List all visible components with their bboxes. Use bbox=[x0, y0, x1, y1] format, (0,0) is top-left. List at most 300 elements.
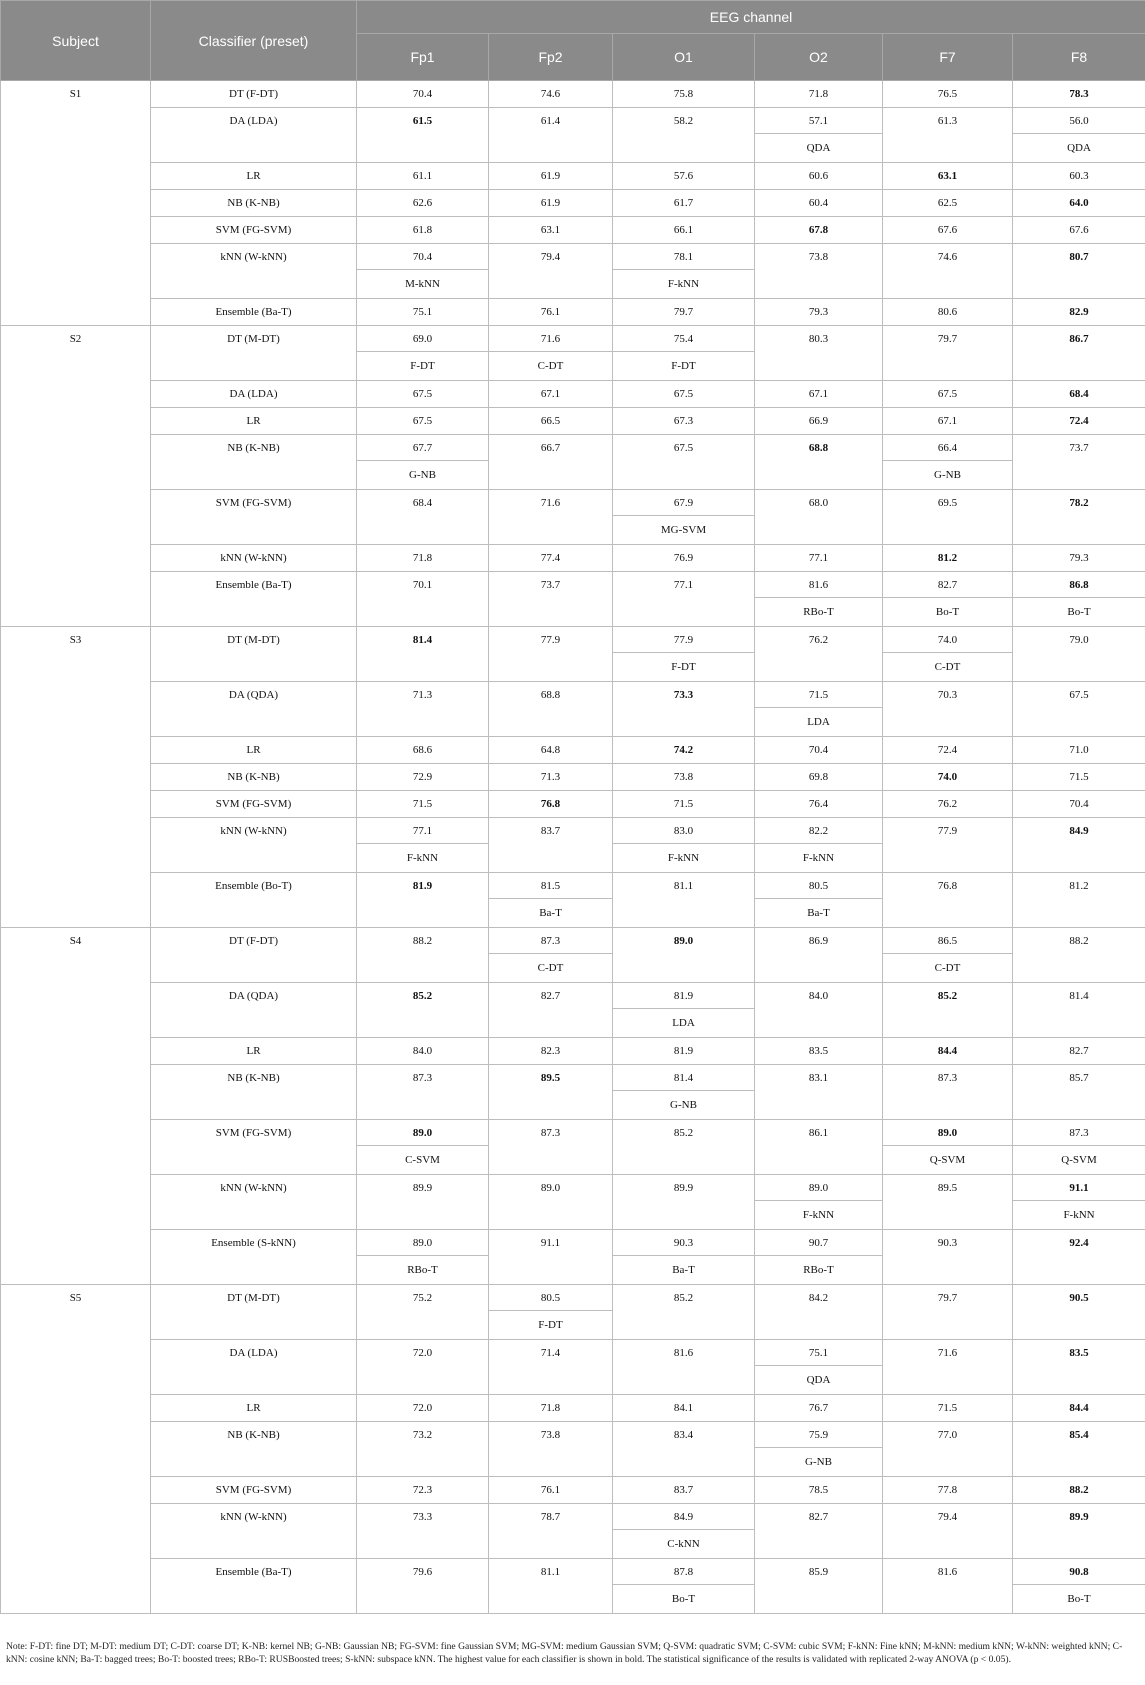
value-cell bbox=[755, 190, 883, 217]
value-cell bbox=[357, 928, 489, 983]
table-row bbox=[1, 1038, 1145, 1065]
value-cell bbox=[883, 190, 1013, 217]
value-cell bbox=[489, 244, 613, 299]
accuracy-value: 67.6 bbox=[1069, 224, 1089, 236]
accuracy-value: 71.3 bbox=[540, 771, 561, 783]
value-cell bbox=[613, 108, 755, 163]
best-preset-label: C-SVM bbox=[357, 1145, 488, 1174]
accuracy-value: 66.9 bbox=[808, 415, 829, 427]
value-cell bbox=[755, 791, 883, 818]
value-cell bbox=[755, 545, 883, 572]
best-preset-label: C-DT bbox=[883, 652, 1012, 681]
classifier-cell: DA (LDA) bbox=[151, 381, 357, 408]
classifier-cell: NB (K-NB) bbox=[151, 435, 357, 490]
value-cell bbox=[883, 682, 1013, 737]
value-cell bbox=[755, 435, 883, 490]
value-cell bbox=[1013, 1559, 1145, 1614]
value-cell bbox=[357, 545, 489, 572]
accuracy-value: 68.4 bbox=[412, 497, 433, 509]
classifier-cell: SVM (FG-SVM) bbox=[151, 217, 357, 244]
best-preset-label: QDA bbox=[755, 1365, 882, 1394]
accuracy-value: 85.4 bbox=[1069, 1429, 1089, 1441]
table-row bbox=[1, 217, 1145, 244]
value-cell bbox=[883, 244, 1013, 299]
accuracy-value: 70.4 bbox=[808, 744, 829, 756]
best-preset-label: Ba-T bbox=[755, 898, 882, 927]
value-cell bbox=[1013, 737, 1145, 764]
value-cell bbox=[1013, 791, 1145, 818]
accuracy-value: 81.4 bbox=[412, 634, 433, 646]
accuracy-value: 81.6 bbox=[673, 1347, 694, 1359]
accuracy-value: 83.7 bbox=[540, 825, 561, 837]
accuracy-value: 67.5 bbox=[1069, 689, 1089, 701]
value-cell bbox=[1013, 1175, 1145, 1230]
table-row bbox=[1, 1477, 1145, 1504]
value-cell bbox=[489, 1422, 613, 1477]
accuracy-value: 82.7 bbox=[540, 990, 561, 1002]
value-cell bbox=[883, 818, 1013, 873]
accuracy-value: 81.1 bbox=[673, 880, 694, 892]
value-cell bbox=[883, 326, 1013, 381]
value-cell bbox=[755, 1477, 883, 1504]
value-cell bbox=[755, 1038, 883, 1065]
value-cell bbox=[489, 1120, 613, 1175]
best-preset-label: Q-SVM bbox=[1013, 1145, 1145, 1174]
accuracy-value: 76.8 bbox=[540, 798, 561, 810]
classifier-cell: SVM (FG-SVM) bbox=[151, 1477, 357, 1504]
accuracy-value: 61.5 bbox=[412, 115, 433, 127]
accuracy-value: 71.6 bbox=[540, 333, 561, 345]
accuracy-value: 89.0 bbox=[412, 1127, 433, 1139]
value-cell bbox=[1013, 435, 1145, 490]
accuracy-value: 56.0 bbox=[1069, 115, 1089, 127]
value-cell bbox=[357, 217, 489, 244]
accuracy-value: 88.2 bbox=[1069, 935, 1089, 947]
best-preset-label: Ba-T bbox=[489, 898, 612, 927]
best-preset-label: C-DT bbox=[489, 953, 612, 982]
value-cell bbox=[489, 1395, 613, 1422]
value-cell bbox=[755, 299, 883, 326]
value-cell bbox=[755, 983, 883, 1038]
classifier-cell: LR bbox=[151, 408, 357, 435]
value-cell bbox=[357, 1120, 489, 1175]
header-channel: O1 bbox=[613, 34, 755, 81]
value-cell bbox=[755, 764, 883, 791]
value-cell bbox=[489, 163, 613, 190]
value-cell bbox=[883, 490, 1013, 545]
value-cell bbox=[357, 1038, 489, 1065]
value-cell bbox=[613, 737, 755, 764]
value-cell bbox=[755, 244, 883, 299]
classifier-cell: LR bbox=[151, 737, 357, 764]
best-preset-label: G-NB bbox=[613, 1090, 754, 1119]
accuracy-value: 89.0 bbox=[412, 1237, 433, 1249]
table-note: Note: F-DT: fine DT; M-DT: medium DT; C-DT: coarse DT; K-NB: kernel NB; G-NB: Gaussian NB; FG-SVM: fine Gaussian SVM; MG-SVM: medium Gaussian SVM; Q-SVM: quadratic SVM; C-SVM: cubic SVM; F-kNN: Fine kNN; M-kNN: medium kNN; W-kNN: weighted kNN; C-kNN: cosine kNN; Ba-T: bagged trees; Bo-T: boosted trees; RBo-T: RUSBoosted trees; S-kNN: subspace kNN. The highest value for each classifier is shown in bold. The statistical significance of the results is validated with replicated 2-way ANOVA (p < 0.05). bbox=[6, 1641, 1123, 1665]
accuracy-value: 61.8 bbox=[412, 224, 433, 236]
accuracy-value: 77.0 bbox=[937, 1429, 958, 1441]
header-channel: Fp1 bbox=[357, 34, 489, 81]
table-row bbox=[1, 299, 1145, 326]
header-eeg-channel: EEG channel bbox=[357, 1, 1145, 34]
accuracy-value: 76.2 bbox=[937, 798, 958, 810]
table-row bbox=[1, 326, 1145, 381]
value-cell bbox=[357, 163, 489, 190]
value-cell bbox=[489, 1175, 613, 1230]
accuracy-value: 82.3 bbox=[540, 1045, 561, 1057]
accuracy-value: 77.8 bbox=[937, 1484, 958, 1496]
value-cell bbox=[613, 163, 755, 190]
table-row bbox=[1, 435, 1145, 490]
value-cell bbox=[755, 1230, 883, 1285]
value-cell bbox=[489, 873, 613, 928]
classifier-cell: NB (K-NB) bbox=[151, 764, 357, 791]
value-cell bbox=[1013, 408, 1145, 435]
accuracy-value: 76.1 bbox=[540, 1484, 561, 1496]
accuracy-value: 67.1 bbox=[540, 388, 561, 400]
accuracy-value: 86.7 bbox=[1069, 333, 1089, 345]
subject-cell: S2 bbox=[1, 326, 151, 627]
classifier-cell: DT (M-DT) bbox=[151, 326, 357, 381]
accuracy-value: 70.3 bbox=[937, 689, 958, 701]
classifier-cell: kNN (W-kNN) bbox=[151, 244, 357, 299]
value-cell bbox=[489, 1340, 613, 1395]
accuracy-value: 76.4 bbox=[808, 798, 829, 810]
value-cell bbox=[357, 1422, 489, 1477]
accuracy-value: 74.0 bbox=[937, 771, 958, 783]
accuracy-value: 64.8 bbox=[540, 744, 561, 756]
value-cell bbox=[357, 737, 489, 764]
value-cell bbox=[755, 682, 883, 737]
value-cell bbox=[357, 818, 489, 873]
accuracy-value: 66.4 bbox=[937, 442, 958, 454]
table-row bbox=[1, 545, 1145, 572]
accuracy-value: 73.8 bbox=[540, 1429, 561, 1441]
value-cell bbox=[613, 1422, 755, 1477]
classifier-cell: DA (LDA) bbox=[151, 108, 357, 163]
value-cell bbox=[613, 1038, 755, 1065]
value-cell bbox=[489, 190, 613, 217]
value-cell bbox=[613, 381, 755, 408]
table-row bbox=[1, 764, 1145, 791]
value-cell bbox=[755, 873, 883, 928]
classifier-cell: DA (LDA) bbox=[151, 1340, 357, 1395]
value-cell bbox=[613, 873, 755, 928]
accuracy-value: 79.7 bbox=[937, 333, 958, 345]
table-row bbox=[1, 1285, 1145, 1340]
accuracy-value: 83.5 bbox=[808, 1045, 829, 1057]
accuracy-value: 76.9 bbox=[673, 552, 694, 564]
accuracy-value: 80.5 bbox=[808, 880, 829, 892]
table-row bbox=[1, 1065, 1145, 1120]
accuracy-value: 73.3 bbox=[673, 689, 694, 701]
accuracy-value: 69.0 bbox=[412, 333, 433, 345]
accuracy-value: 72.0 bbox=[412, 1347, 433, 1359]
value-cell bbox=[613, 1477, 755, 1504]
value-cell bbox=[1013, 1285, 1145, 1340]
value-cell bbox=[357, 190, 489, 217]
accuracy-value: 57.1 bbox=[808, 115, 829, 127]
value-cell bbox=[883, 791, 1013, 818]
accuracy-value: 71.8 bbox=[412, 552, 433, 564]
value-cell bbox=[1013, 1230, 1145, 1285]
best-preset-label: M-kNN bbox=[357, 269, 488, 298]
accuracy-value: 89.0 bbox=[673, 935, 694, 947]
value-cell bbox=[613, 435, 755, 490]
value-cell bbox=[1013, 108, 1145, 163]
value-cell bbox=[1013, 1422, 1145, 1477]
value-cell bbox=[755, 627, 883, 682]
accuracy-value: 67.8 bbox=[808, 224, 829, 236]
value-cell bbox=[357, 81, 489, 108]
accuracy-value: 83.0 bbox=[673, 825, 694, 837]
accuracy-value: 81.4 bbox=[1069, 990, 1089, 1002]
classifier-cell: kNN (W-kNN) bbox=[151, 1504, 357, 1559]
value-cell bbox=[755, 1175, 883, 1230]
accuracy-value: 84.0 bbox=[808, 990, 829, 1002]
value-cell bbox=[1013, 1065, 1145, 1120]
accuracy-value: 71.3 bbox=[412, 689, 433, 701]
accuracy-value: 90.3 bbox=[937, 1237, 958, 1249]
accuracy-value: 74.6 bbox=[937, 251, 958, 263]
classifier-cell: Ensemble (Bo-T) bbox=[151, 873, 357, 928]
value-cell bbox=[489, 408, 613, 435]
accuracy-value: 63.1 bbox=[937, 170, 958, 182]
accuracy-value: 78.5 bbox=[808, 1484, 829, 1496]
value-cell bbox=[1013, 1340, 1145, 1395]
value-cell bbox=[883, 764, 1013, 791]
value-cell bbox=[613, 1395, 755, 1422]
classifier-cell: kNN (W-kNN) bbox=[151, 818, 357, 873]
accuracy-value: 75.2 bbox=[412, 1292, 433, 1304]
table-row bbox=[1, 737, 1145, 764]
accuracy-value: 75.1 bbox=[412, 306, 433, 318]
accuracy-value: 84.4 bbox=[937, 1045, 958, 1057]
value-cell bbox=[613, 928, 755, 983]
accuracy-value: 79.3 bbox=[808, 306, 829, 318]
best-preset-label: QDA bbox=[755, 133, 882, 162]
value-cell bbox=[755, 163, 883, 190]
accuracy-value: 82.7 bbox=[937, 579, 958, 591]
accuracy-value: 74.0 bbox=[937, 634, 958, 646]
value-cell bbox=[1013, 190, 1145, 217]
accuracy-value: 66.7 bbox=[540, 442, 561, 454]
value-cell bbox=[613, 217, 755, 244]
best-preset-label: G-NB bbox=[357, 460, 488, 489]
best-preset-label: RBo-T bbox=[357, 1255, 488, 1284]
table-row bbox=[1, 244, 1145, 299]
classifier-cell: DT (M-DT) bbox=[151, 1285, 357, 1340]
value-cell bbox=[613, 1559, 755, 1614]
value-cell bbox=[613, 408, 755, 435]
value-cell bbox=[1013, 545, 1145, 572]
table-row bbox=[1, 408, 1145, 435]
classifier-cell: NB (K-NB) bbox=[151, 190, 357, 217]
accuracy-value: 81.2 bbox=[937, 552, 958, 564]
value-cell bbox=[613, 983, 755, 1038]
classifier-cell: SVM (FG-SVM) bbox=[151, 791, 357, 818]
accuracy-value: 91.1 bbox=[1069, 1182, 1089, 1194]
value-cell bbox=[883, 163, 1013, 190]
value-cell bbox=[357, 791, 489, 818]
best-preset-label: F-kNN bbox=[613, 843, 754, 872]
accuracy-value: 72.0 bbox=[412, 1402, 433, 1414]
accuracy-value: 87.3 bbox=[540, 1127, 561, 1139]
accuracy-value: 75.9 bbox=[808, 1429, 829, 1441]
accuracy-value: 89.5 bbox=[540, 1072, 561, 1084]
classifier-cell: Ensemble (Ba-T) bbox=[151, 1559, 357, 1614]
value-cell bbox=[755, 928, 883, 983]
accuracy-value: 73.7 bbox=[540, 579, 561, 591]
accuracy-value: 61.7 bbox=[673, 197, 694, 209]
accuracy-value: 67.1 bbox=[808, 388, 829, 400]
value-cell bbox=[357, 627, 489, 682]
value-cell bbox=[613, 1065, 755, 1120]
best-preset-label: Q-SVM bbox=[883, 1145, 1012, 1174]
accuracy-value: 61.9 bbox=[540, 170, 561, 182]
accuracy-value: 77.9 bbox=[540, 634, 561, 646]
best-preset-label: F-DT bbox=[613, 652, 754, 681]
accuracy-value: 68.8 bbox=[808, 442, 829, 454]
best-preset-label: F-kNN bbox=[1013, 1200, 1145, 1229]
accuracy-value: 88.2 bbox=[1069, 1484, 1089, 1496]
value-cell bbox=[489, 1477, 613, 1504]
value-cell bbox=[357, 1559, 489, 1614]
table-row bbox=[1, 873, 1145, 928]
value-cell bbox=[1013, 818, 1145, 873]
accuracy-value: 81.5 bbox=[540, 880, 561, 892]
accuracy-value: 71.5 bbox=[1069, 771, 1089, 783]
accuracy-value: 62.6 bbox=[412, 197, 433, 209]
value-cell bbox=[357, 764, 489, 791]
value-cell bbox=[883, 1230, 1013, 1285]
best-preset-label: Ba-T bbox=[613, 1255, 754, 1284]
table-row bbox=[1, 108, 1145, 163]
value-cell bbox=[613, 190, 755, 217]
accuracy-value: 78.1 bbox=[673, 251, 694, 263]
value-cell bbox=[489, 682, 613, 737]
best-preset-label: F-kNN bbox=[755, 843, 882, 872]
table-row bbox=[1, 627, 1145, 682]
accuracy-value: 69.5 bbox=[937, 497, 958, 509]
value-cell bbox=[357, 490, 489, 545]
value-cell bbox=[883, 1285, 1013, 1340]
value-cell bbox=[755, 490, 883, 545]
value-cell bbox=[613, 1230, 755, 1285]
accuracy-value: 85.2 bbox=[937, 990, 958, 1002]
accuracy-value: 81.9 bbox=[673, 990, 694, 1002]
accuracy-value: 76.8 bbox=[937, 880, 958, 892]
value-cell bbox=[883, 1038, 1013, 1065]
table-row bbox=[1, 791, 1145, 818]
accuracy-value: 60.4 bbox=[808, 197, 829, 209]
accuracy-value: 81.6 bbox=[808, 579, 829, 591]
table-body bbox=[1, 81, 1145, 1614]
value-cell bbox=[613, 490, 755, 545]
value-cell bbox=[613, 682, 755, 737]
classifier-cell: NB (K-NB) bbox=[151, 1422, 357, 1477]
accuracy-value: 77.9 bbox=[937, 825, 958, 837]
value-cell bbox=[883, 627, 1013, 682]
value-cell bbox=[1013, 1120, 1145, 1175]
accuracy-value: 61.4 bbox=[540, 115, 561, 127]
value-cell bbox=[357, 1065, 489, 1120]
accuracy-value: 81.9 bbox=[412, 880, 433, 892]
accuracy-value: 79.3 bbox=[1069, 552, 1089, 564]
classifier-cell: DA (QDA) bbox=[151, 983, 357, 1038]
value-cell bbox=[755, 108, 883, 163]
best-preset-label: F-kNN bbox=[613, 269, 754, 298]
accuracy-value: 77.1 bbox=[412, 825, 433, 837]
value-cell bbox=[883, 983, 1013, 1038]
value-cell bbox=[755, 1395, 883, 1422]
value-cell bbox=[755, 81, 883, 108]
value-cell bbox=[1013, 299, 1145, 326]
table-row bbox=[1, 190, 1145, 217]
value-cell bbox=[1013, 1504, 1145, 1559]
accuracy-value: 89.0 bbox=[540, 1182, 561, 1194]
accuracy-value: 82.7 bbox=[808, 1511, 829, 1523]
table-row bbox=[1, 1395, 1145, 1422]
value-cell bbox=[489, 1504, 613, 1559]
accuracy-value: 82.9 bbox=[1069, 306, 1089, 318]
value-cell bbox=[883, 1175, 1013, 1230]
value-cell bbox=[489, 572, 613, 627]
value-cell bbox=[357, 983, 489, 1038]
best-preset-label: MG-SVM bbox=[613, 515, 754, 544]
accuracy-value: 87.3 bbox=[412, 1072, 433, 1084]
header-channel: Fp2 bbox=[489, 34, 613, 81]
best-preset-label: LDA bbox=[755, 707, 882, 736]
value-cell bbox=[613, 326, 755, 381]
accuracy-value: 68.6 bbox=[412, 744, 433, 756]
accuracy-value: 70.4 bbox=[1069, 798, 1089, 810]
accuracy-value: 71.8 bbox=[540, 1402, 561, 1414]
best-preset-label: RBo-T bbox=[755, 597, 882, 626]
value-cell bbox=[489, 435, 613, 490]
accuracy-value: 90.8 bbox=[1069, 1566, 1089, 1578]
accuracy-value: 67.5 bbox=[937, 388, 958, 400]
accuracy-value: 73.2 bbox=[412, 1429, 433, 1441]
value-cell bbox=[755, 1065, 883, 1120]
accuracy-value: 83.1 bbox=[808, 1072, 829, 1084]
value-cell bbox=[613, 545, 755, 572]
header-subject: Subject bbox=[1, 1, 151, 81]
accuracy-value: 78.3 bbox=[1069, 88, 1089, 100]
value-cell bbox=[357, 299, 489, 326]
classifier-cell: LR bbox=[151, 1395, 357, 1422]
accuracy-value: 76.2 bbox=[808, 634, 829, 646]
value-cell bbox=[357, 326, 489, 381]
value-cell bbox=[489, 627, 613, 682]
accuracy-value: 71.5 bbox=[937, 1402, 958, 1414]
accuracy-value: 80.7 bbox=[1069, 251, 1089, 263]
value-cell bbox=[489, 217, 613, 244]
value-cell bbox=[1013, 682, 1145, 737]
table-row bbox=[1, 983, 1145, 1038]
accuracy-value: 60.3 bbox=[1069, 170, 1089, 182]
best-preset-label: F-kNN bbox=[357, 843, 488, 872]
value-cell bbox=[489, 490, 613, 545]
accuracy-value: 73.3 bbox=[412, 1511, 433, 1523]
value-cell bbox=[883, 81, 1013, 108]
value-cell bbox=[755, 1504, 883, 1559]
value-cell bbox=[1013, 1395, 1145, 1422]
value-cell bbox=[1013, 873, 1145, 928]
value-cell bbox=[1013, 163, 1145, 190]
accuracy-value: 78.2 bbox=[1069, 497, 1089, 509]
accuracy-value: 61.1 bbox=[412, 170, 433, 182]
accuracy-value: 70.4 bbox=[412, 88, 433, 100]
